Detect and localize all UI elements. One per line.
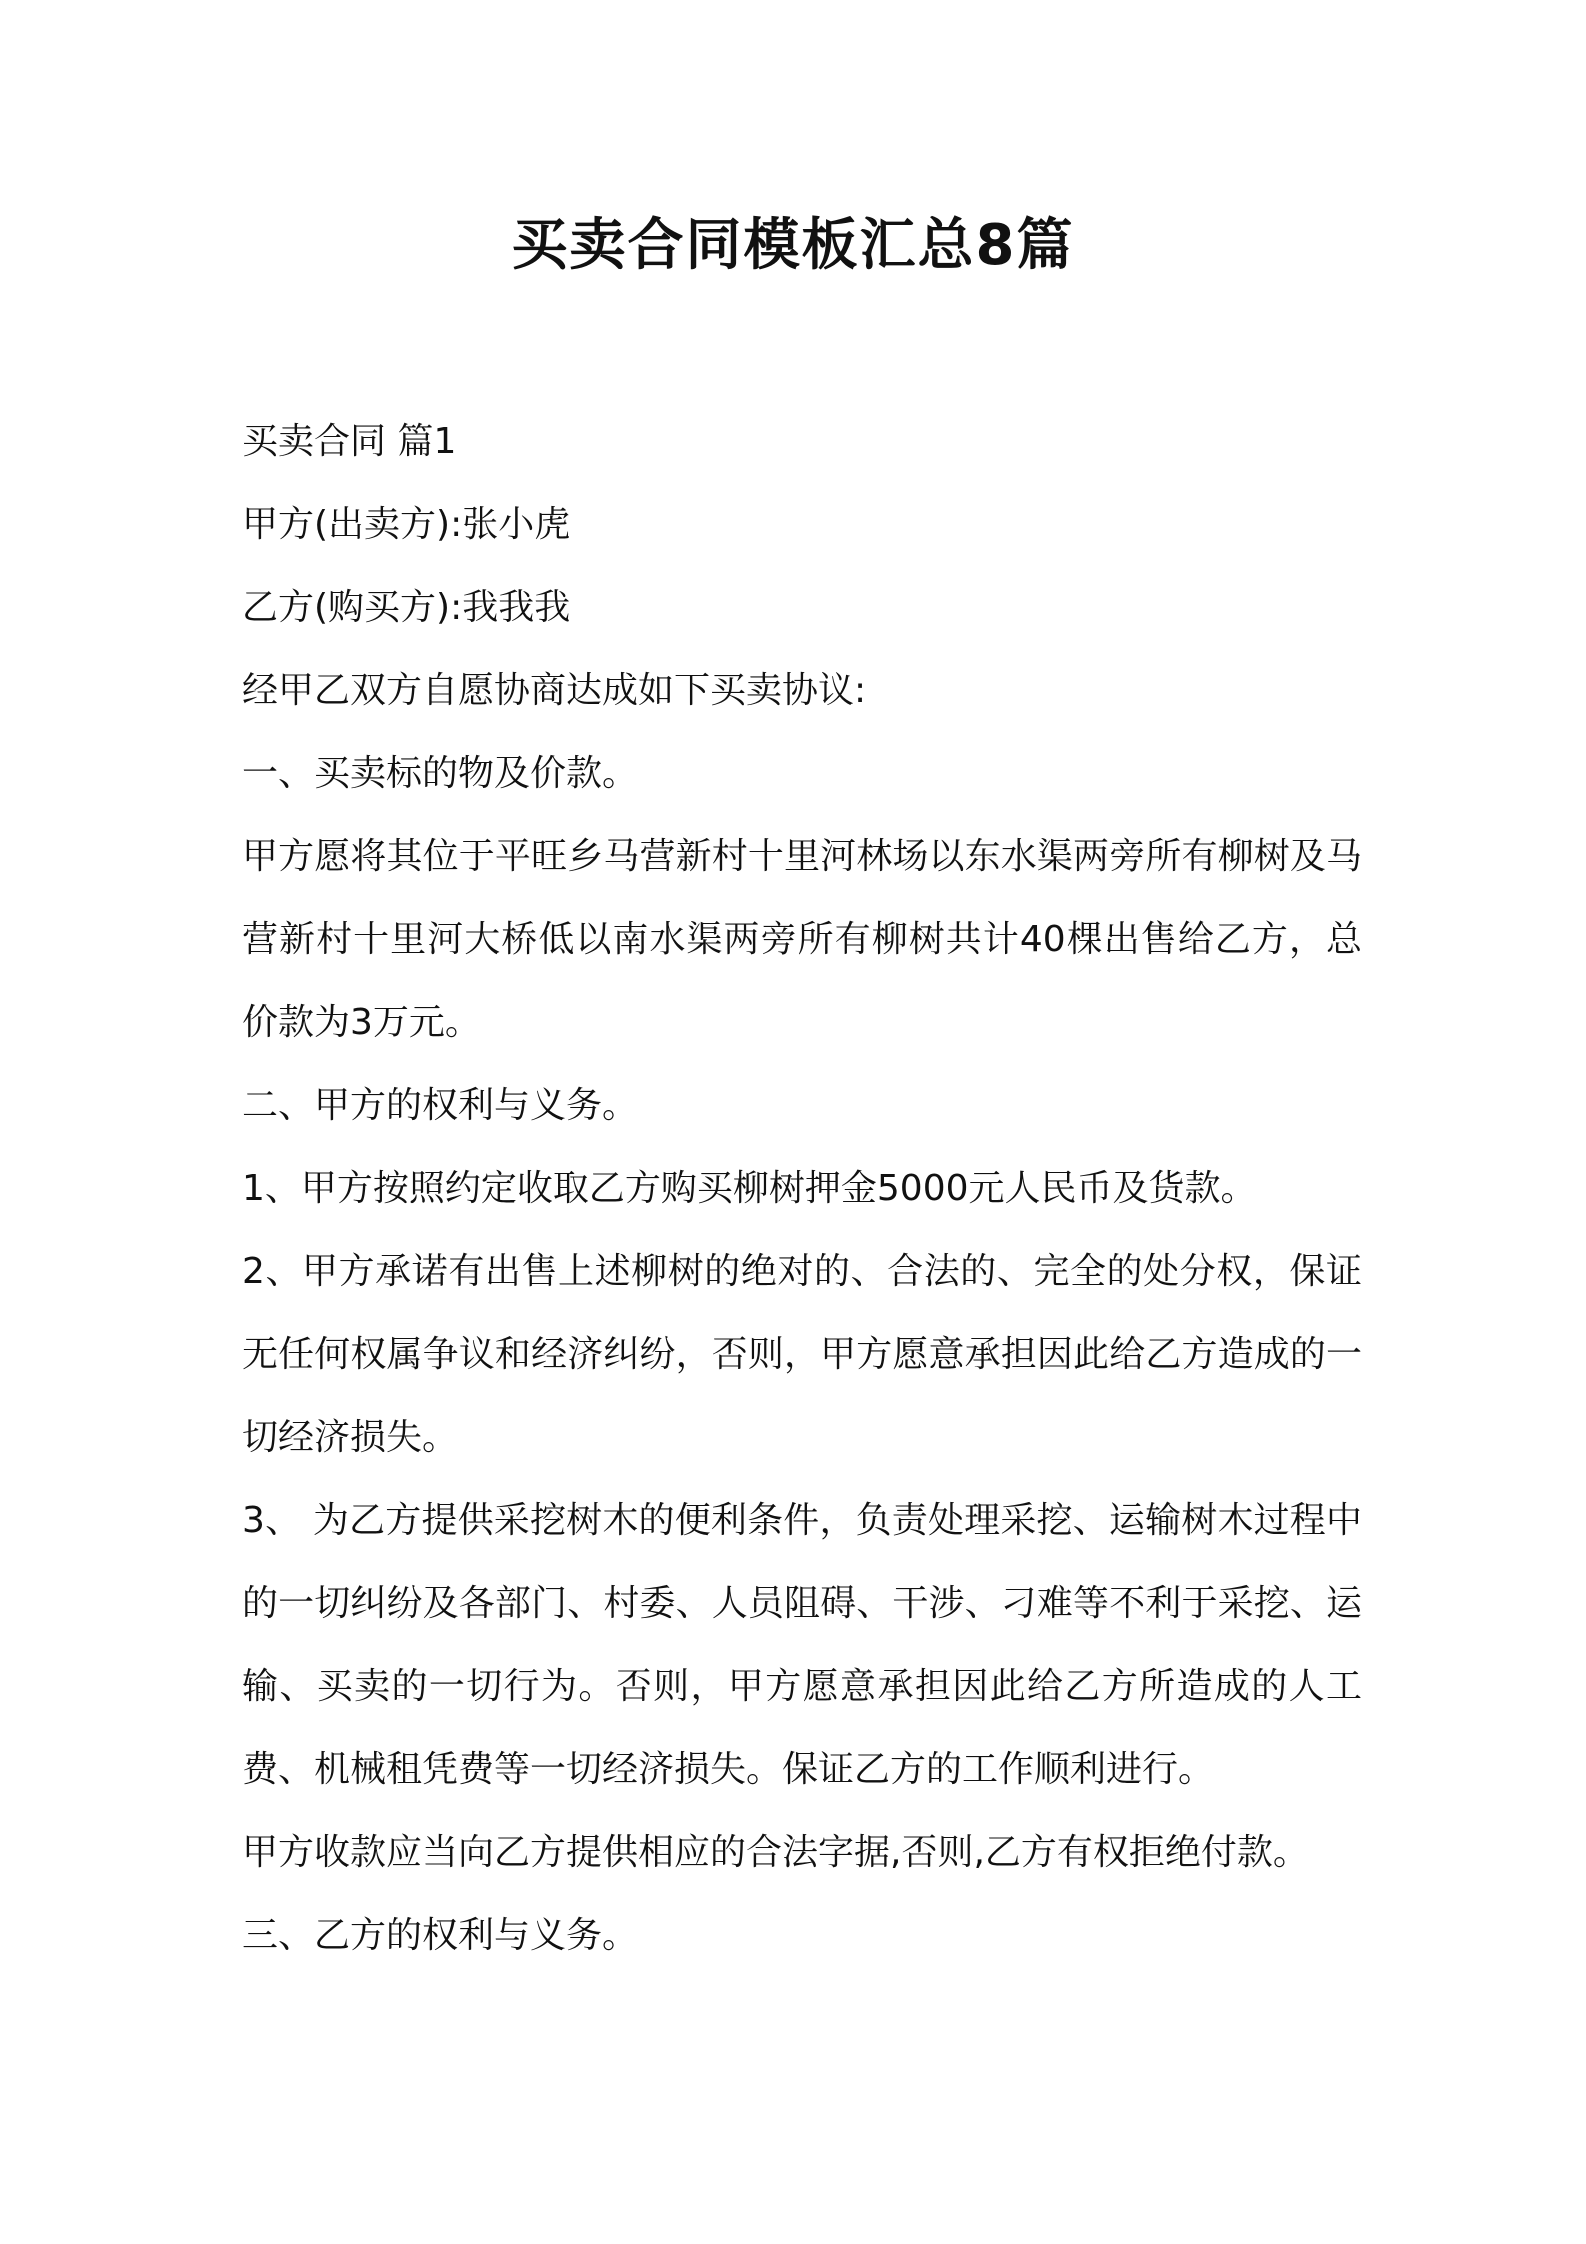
clause-2-note: 甲方收款应当向乙方提供相应的合法字据,否则,乙方有权拒绝付款。 bbox=[242, 1832, 1309, 1873]
party-a-line: 甲方(出卖方):张小虎 bbox=[242, 504, 571, 545]
intro-paragraph: 经甲乙双方自愿协商达成如下买卖协议: bbox=[242, 670, 867, 711]
section-heading: 买卖合同 篇1 bbox=[242, 421, 457, 462]
document-body bbox=[242, 400, 1362, 1977]
clause-3-title: 三、乙方的权利与义务。 bbox=[242, 1915, 639, 1956]
clause-2-item-1: 1、甲方按照约定收取乙方购买柳树押金5000元人民币及货款。 bbox=[242, 1168, 1257, 1209]
clause-1-text: 甲方愿将其位于平旺乡马营新村十里河林场以东水渠两旁所有柳树及马营新村十里河大桥低以南水渠两旁所有柳树共计40棵出售给乙方，总价款为3万元。 bbox=[242, 836, 1362, 1043]
party-b-line: 乙方(购买方):我我我 bbox=[242, 587, 571, 628]
document-title: 买卖合同模板汇总8篇 bbox=[511, 213, 1075, 278]
clause-2-item-3: 3、 为乙方提供采挖树木的便利条件，负责处理采挖、运输树木过程中的一切纠纷及各部门、村委、人员阻碍、干涉、刁难等不利于采挖、运输、买卖的一切行为。否则，甲方愿意承担因此给乙方所造成的人工费、机械租凭费等一切经济损失。保证乙方的工作顺利进行。 bbox=[242, 1500, 1362, 1790]
clause-2-title: 二、甲方的权利与义务。 bbox=[242, 1085, 639, 1126]
clause-2-item-2: 2、甲方承诺有出售上述柳树的绝对的、合法的、完全的处分权，保证无任何权属争议和经济纠纷，否则，甲方愿意承担因此给乙方造成的一切经济损失。 bbox=[242, 1251, 1362, 1458]
clause-1-title: 一、买卖标的物及价款。 bbox=[242, 753, 639, 794]
